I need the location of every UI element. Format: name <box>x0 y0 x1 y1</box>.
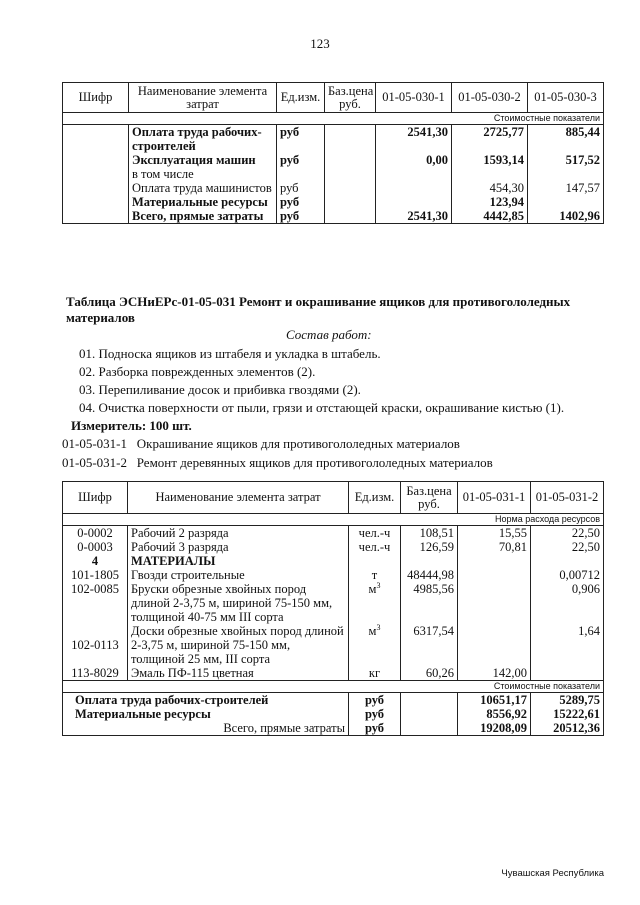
meter-label: Измеритель: 100 шт. <box>71 418 192 433</box>
table-row: Материальные ресурсы руб 8556,92 15222,61 <box>63 707 604 721</box>
table-row: Эксплуатация машин руб 0,00 1593,14 517,52 <box>63 153 604 167</box>
header-base-price: Баз.цена руб. <box>325 83 376 113</box>
header-code: Шифр <box>63 83 129 113</box>
work-item: 03. Перепиливание досок и прибивка гвоздями (2). <box>79 382 361 397</box>
header-code: Шифр <box>63 482 128 514</box>
table-row: в том числе <box>63 167 604 181</box>
header-col-2: 01-05-031-2 <box>531 482 604 514</box>
header-base-price: Баз.цена руб. <box>401 482 458 514</box>
cost-indicators-label: Стоимостные показатели <box>376 113 604 125</box>
cost-indicators-label: Стоимостные показатели <box>458 681 604 693</box>
table-row: 102-0085 Бруски обрезные хвойных пород длиной 2-3,75 м, шириной 75-150 мм, толщиной 40-75 мм III сорта $м^3$ 4985,56 0,906 <box>63 582 604 624</box>
composition-title: Состав работ: <box>286 327 372 342</box>
work-item: 01. Подноска ящиков из штабеля и укладка в штабель. <box>79 346 381 361</box>
work-item: 04. Очистка поверхности от пыли, грязи и отстающей краски, окрашивание кистью (1). <box>79 400 565 415</box>
cost-table-030 <box>62 82 604 224</box>
code-line: 01-05-031-2 Ремонт деревянных ящиков для противогололедных материалов <box>62 455 493 470</box>
table-row: Оплата труда машинистов руб 454,30 147,57 <box>63 181 604 195</box>
table-row: 113-8029 Эмаль ПФ-115 цветная кг 60,26 142,00 <box>63 666 604 681</box>
footer-region: Чувашская Республика <box>501 868 604 879</box>
table-row: Всего, прямые затраты руб 19208,09 20512,36 <box>63 721 604 736</box>
table-row: 0-0003 Рабочий 3 разряда чел.-ч 126,59 70,81 22,50 <box>63 540 604 554</box>
work-item: 02. Разборка поврежденных элементов (2). <box>79 364 316 379</box>
table-row: 102-0113 Доски обрезные хвойных пород длиной 2-3,75 м, шириной 75-150 мм, толщиной 25 мм, III сорта $м^3$ 6317,54 1,64 <box>63 624 604 666</box>
resource-table-031 <box>62 481 604 736</box>
table-row: Материальные ресурсы руб 123,94 <box>63 195 604 209</box>
table-row: Оплата труда рабочих-строителей руб 2541,30 2725,77 885,44 <box>63 125 604 154</box>
header-col-1: 01-05-031-1 <box>458 482 531 514</box>
table-row: Всего, прямые затраты руб 2541,30 4442,85 1402,96 <box>63 209 604 224</box>
page-number: 123 <box>310 36 330 51</box>
header-col-2: 01-05-030-2 <box>452 83 528 113</box>
code-line: 01-05-031-1 Окрашивание ящиков для противогололедных материалов <box>62 436 460 451</box>
header-col-3: 01-05-030-3 <box>528 83 604 113</box>
header-name: Наименование элемента затрат <box>128 482 349 514</box>
header-unit: Ед.изм. <box>349 482 401 514</box>
table-row: 101-1805 Гвозди строительные т 48444,98 0,00712 <box>63 568 604 582</box>
table-row: 4 МАТЕРИАЛЫ <box>63 554 604 568</box>
header-name: Наименование элемента затрат <box>129 83 277 113</box>
header-col-1: 01-05-030-1 <box>376 83 452 113</box>
header-unit: Ед.изм. <box>277 83 325 113</box>
table-title: Таблица ЭСНиЕРс-01-05-031 Ремонт и окрашивание ящиков для противогололедных материалов <box>66 294 571 325</box>
table-row: 0-0002 Рабочий 2 разряда чел.-ч 108,51 15,55 22,50 <box>63 526 604 541</box>
norm-label: Норма расхода ресурсов <box>458 514 604 526</box>
table-row: Оплата труда рабочих-строителей руб 10651,17 5289,75 <box>63 693 604 708</box>
